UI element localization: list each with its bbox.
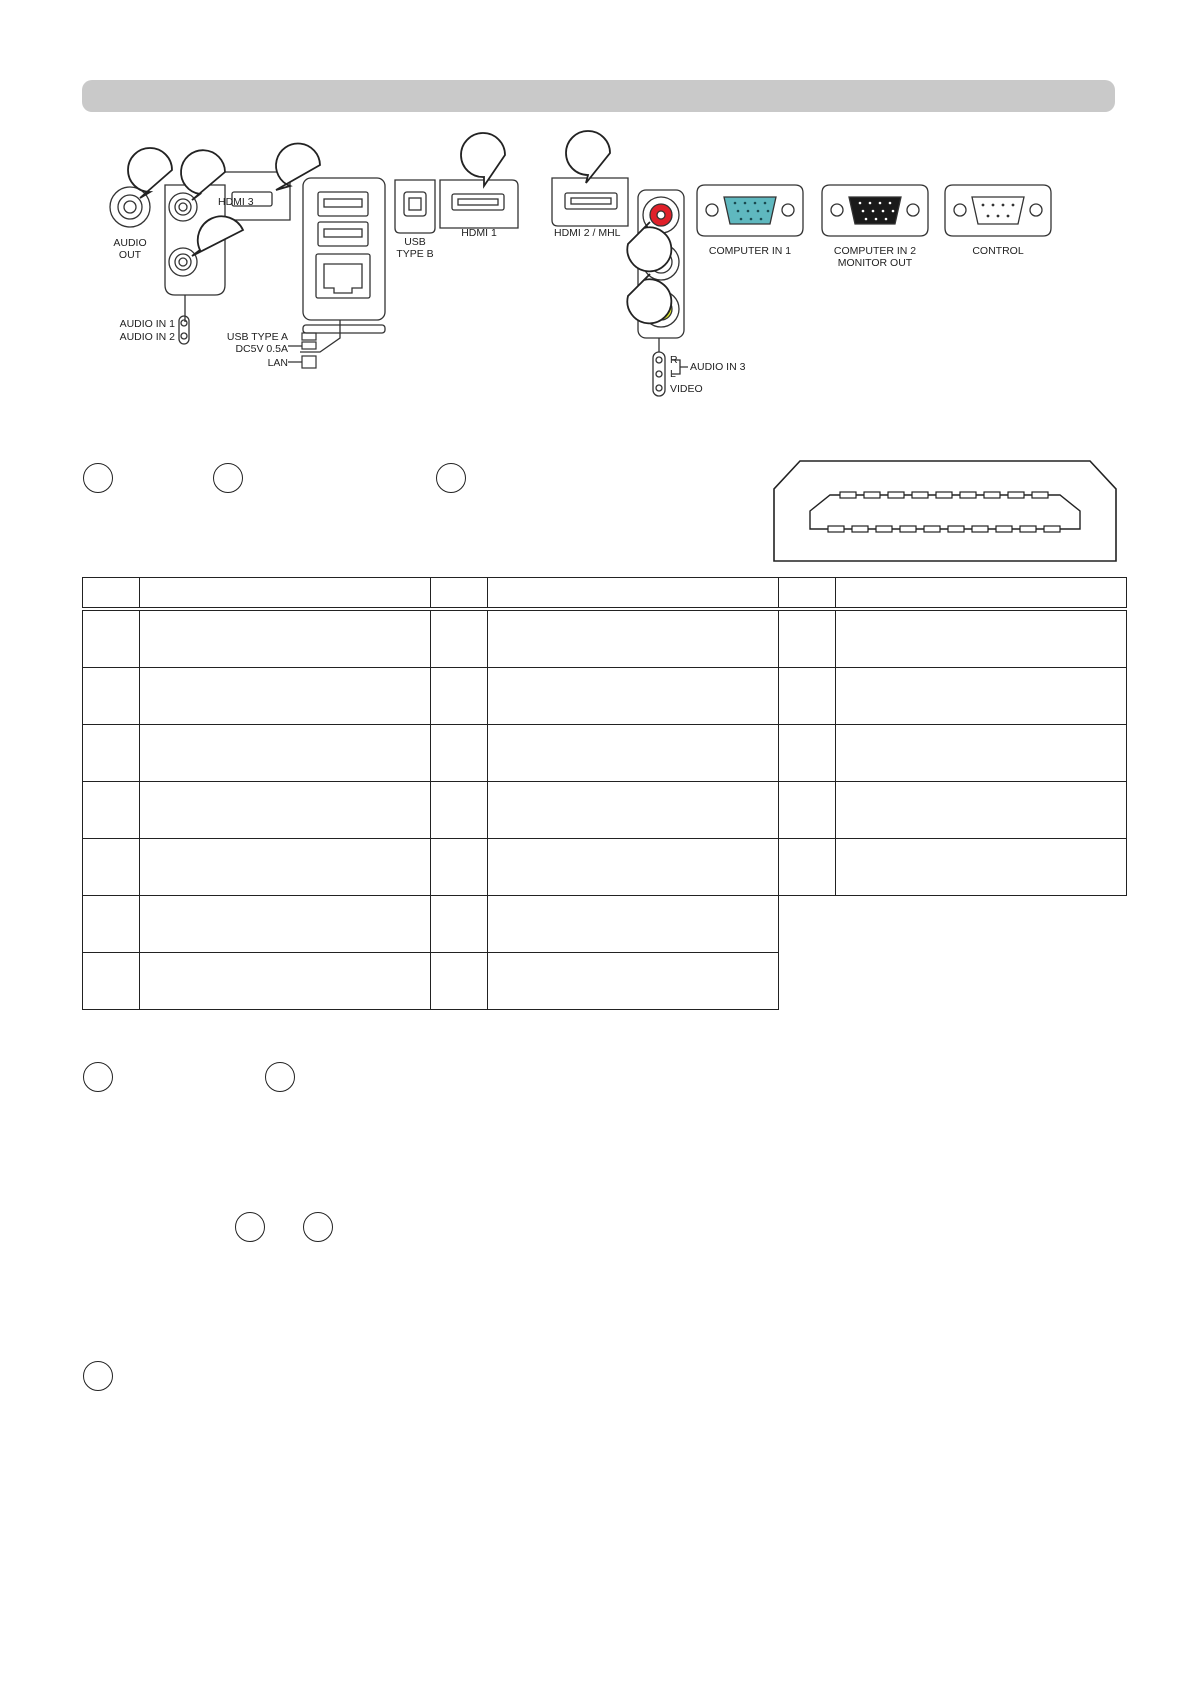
table-cell [83, 725, 140, 782]
circle-marker-a [83, 463, 113, 493]
table-header-cell [836, 578, 1127, 610]
audio-in2-jack [169, 248, 197, 276]
label-audio-out-2: OUT [118, 249, 142, 261]
label-usb-type-a: USB TYPE A [226, 331, 288, 343]
hdmi-pin-bottom [1020, 526, 1036, 532]
table-cell [140, 782, 431, 839]
table-cell [431, 896, 488, 953]
label-audio-out-1: AUDIO [113, 237, 147, 249]
control-port [945, 185, 1051, 236]
hdmi-pin-top [888, 492, 904, 498]
table-cell [488, 725, 779, 782]
hdmi-pin-top [912, 492, 928, 498]
callout-bubble-hdmi2 [566, 131, 610, 183]
computer-in2-monitor-out-port [822, 185, 928, 236]
callout-bubble-audio-in1 [181, 150, 225, 200]
label-audio-in1: AUDIO IN 1 [119, 318, 175, 330]
label-control: CONTROL [972, 245, 1024, 257]
hdmi-pin-bottom [1044, 526, 1060, 532]
label-usb-b-1: USB [404, 236, 426, 248]
label-audio-in2: AUDIO IN 2 [119, 331, 175, 343]
table-row [83, 839, 1127, 896]
label-r: R [670, 354, 678, 366]
label-monitor-out: MONITOR OUT [837, 257, 913, 269]
table-cell [140, 839, 431, 896]
table-cell-empty [836, 953, 1127, 1010]
hdmi-pin-bottom [900, 526, 916, 532]
table-cell [779, 668, 836, 725]
table-header-cell [83, 578, 140, 610]
circle-marker-h [83, 1361, 113, 1391]
hdmi-pin-bottom [924, 526, 940, 532]
usb-type-a-port-2 [318, 222, 368, 246]
hdmi-pin-bottom [876, 526, 892, 532]
circle-marker-e [265, 1062, 295, 1092]
usb-type-a-port-1 [318, 192, 368, 216]
usb-b-port-outline [395, 180, 435, 233]
table-cell-empty [779, 953, 836, 1010]
table-cell [83, 668, 140, 725]
table-cell [431, 725, 488, 782]
table-cell [83, 782, 140, 839]
table-cell [83, 896, 140, 953]
label-video: VIDEO [670, 383, 703, 395]
table-cell [836, 725, 1127, 782]
table-cell-empty [779, 896, 836, 953]
hdmi-pin-bottom [972, 526, 988, 532]
section-title-bar [82, 80, 1115, 112]
table-cell [779, 725, 836, 782]
table-cell [488, 668, 779, 725]
label-computer-in1: COMPUTER IN 1 [708, 245, 792, 257]
callout-bubble-hdmi3 [276, 144, 320, 190]
computer-in1-port [697, 185, 803, 236]
hdmi-pin-top [1032, 492, 1048, 498]
table-row [83, 896, 1127, 953]
label-usb-dc5v: DC5V 0.5A [235, 343, 288, 355]
hdmi1-port [452, 194, 504, 210]
hdmi-pin-top [864, 492, 880, 498]
table-cell [431, 953, 488, 1010]
table-cell [779, 839, 836, 896]
table-cell [488, 782, 779, 839]
table-row [83, 609, 1127, 668]
table-header-cell [488, 578, 779, 610]
table-cell [488, 896, 779, 953]
callout-bubble-video [627, 274, 671, 323]
circle-marker-c [436, 463, 466, 493]
table-cell [140, 953, 431, 1010]
table-cell [140, 668, 431, 725]
hdmi-pin-bottom [996, 526, 1012, 532]
hdmi-pin-top [984, 492, 1000, 498]
hdmi-pin-bottom [828, 526, 844, 532]
hdmi-pin-top [960, 492, 976, 498]
table-header-cell [140, 578, 431, 610]
callout-bubble-audio-in3 [627, 222, 671, 271]
table-cell [836, 839, 1127, 896]
usb-type-b-port [404, 192, 426, 216]
table-cell [431, 839, 488, 896]
callout-bubble-hdmi1 [461, 133, 505, 186]
table-header-cell [779, 578, 836, 610]
audio-out-jack [110, 187, 150, 227]
label-lan: LAN [267, 357, 288, 369]
circle-marker-g [303, 1212, 333, 1242]
circle-marker-b [213, 463, 243, 493]
table-cell [431, 668, 488, 725]
table-header-cell [431, 578, 488, 610]
table-cell [140, 896, 431, 953]
callout-bubble-audio-in2 [192, 216, 243, 256]
circle-marker-f [235, 1212, 265, 1242]
hdmi-pin-bottom [948, 526, 964, 532]
table-row [83, 725, 1127, 782]
table-cell [431, 782, 488, 839]
table-row [83, 668, 1127, 725]
hdmi-pin-top [1008, 492, 1024, 498]
circle-marker-d [83, 1062, 113, 1092]
table-header-row [83, 578, 1127, 610]
table-cell [488, 609, 779, 668]
table-cell [836, 782, 1127, 839]
table-cell [836, 609, 1127, 668]
rear-panel-diagram [0, 120, 1190, 410]
pin-assignment-table [82, 577, 1127, 1010]
label-hdmi2: HDMI 2 / MHL [554, 227, 621, 239]
label-usb-b-2: TYPE B [396, 248, 434, 260]
table-cell [140, 725, 431, 782]
label-hdmi3: HDMI 3 [218, 196, 254, 208]
table-cell [83, 609, 140, 668]
hdmi2-port [565, 193, 617, 209]
label-hdmi1: HDMI 1 [461, 227, 497, 239]
table-cell [140, 609, 431, 668]
table-row [83, 782, 1127, 839]
hdmi-pin-bottom [852, 526, 868, 532]
table-row [83, 953, 1127, 1010]
table-cell [488, 953, 779, 1010]
hdmi-connector-diagram [770, 455, 1120, 565]
table-cell [488, 839, 779, 896]
table-cell [836, 668, 1127, 725]
label-computer-in2: COMPUTER IN 2 [833, 245, 917, 257]
table-cell-empty [836, 896, 1127, 953]
hdmi-pin-top [840, 492, 856, 498]
table-cell [83, 839, 140, 896]
table-cell [779, 609, 836, 668]
hdmi-pin-top [936, 492, 952, 498]
table-cell [431, 609, 488, 668]
table-cell [779, 782, 836, 839]
label-audio-in3: AUDIO IN 3 [690, 361, 746, 373]
table-cell [83, 953, 140, 1010]
audio-in1-jack [169, 193, 197, 221]
label-l: L [670, 368, 676, 380]
